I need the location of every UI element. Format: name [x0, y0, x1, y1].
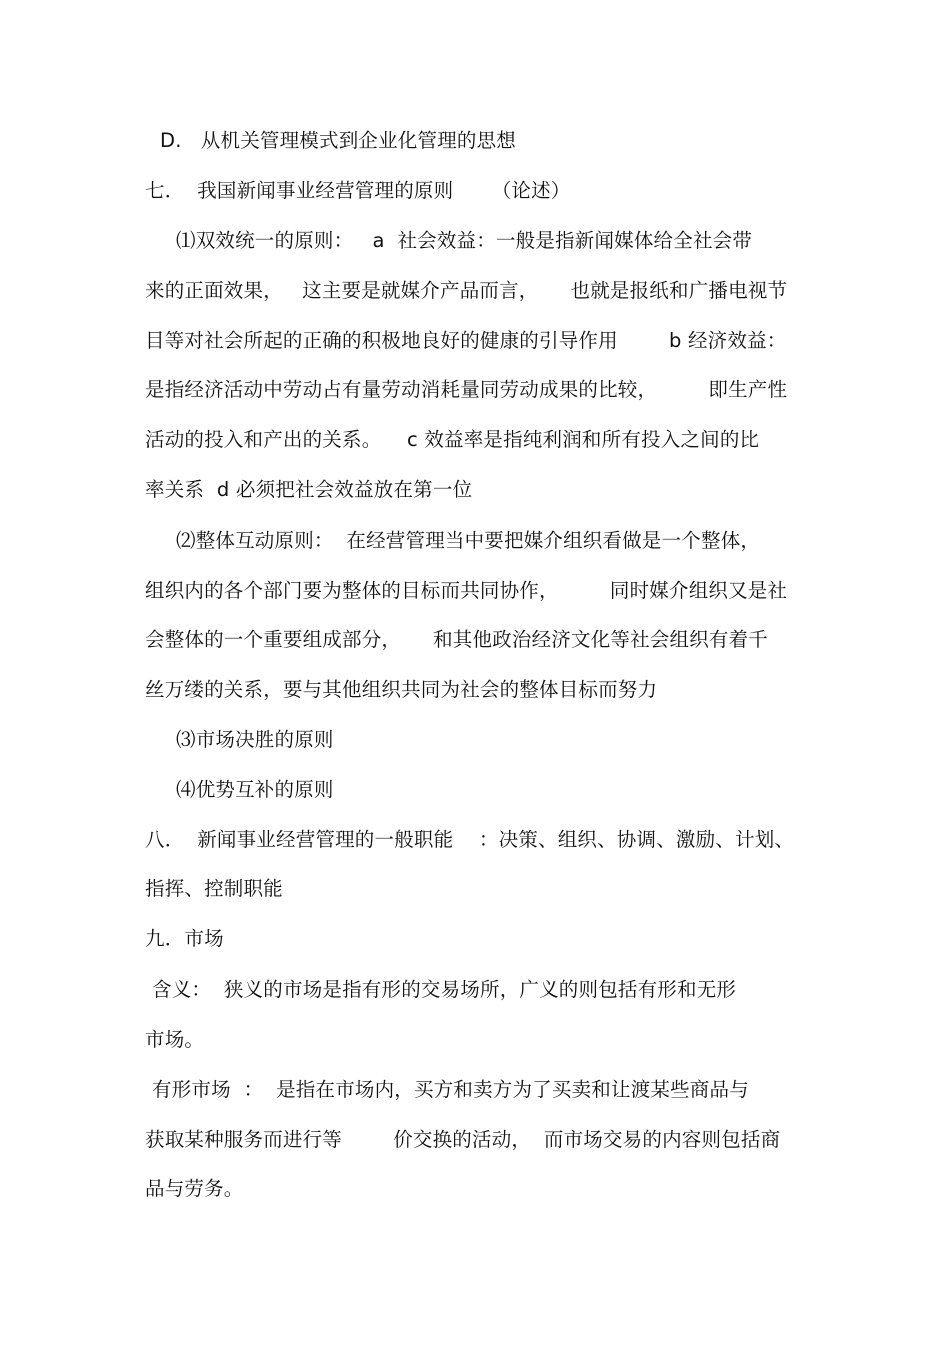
text-line: 是指经济活动中劳动占有量劳动消耗量同劳动成果的比较， 即生产性: [145, 378, 788, 401]
text-line: 率关系 d 必须把社会效益放在第一位: [145, 478, 473, 501]
text-line: 目等对社会所起的正确的积极地良好的健康的引导作用 b 经济效益：: [145, 329, 787, 352]
section-heading-7: 七． 我国新闻事业经营管理的原则 （论述）: [145, 179, 571, 202]
section-heading-8: 八． 新闻事业经营管理的一般职能 ：决策、组织、协调、激励、计划、: [145, 828, 795, 851]
text-line: 会整体的一个重要组成部分， 和其他政治经济文化等社会组织有着千: [145, 628, 768, 651]
text-line: 品与劳务。: [145, 1177, 244, 1200]
text-line: 丝万缕的关系，要与其他组织共同为社会的整体目标而努力: [145, 678, 658, 701]
text-line: 有形市场 ： 是指在市场内，买方和卖方为了买卖和让渡某些商品与: [152, 1078, 749, 1101]
text-line: ⑵整体互动原则： 在经营管理当中要把媒介组织看做是一个整体，: [176, 529, 761, 552]
text-line: ⑴双效统一的原则： a 社会效益：一般是指新闻媒体给全社会带: [176, 229, 753, 252]
text-line: 来的正面效果， 这主要是就媒介产品而言， 也就是报纸和广播电视节: [145, 279, 788, 302]
text-line: 指挥、控制职能: [145, 877, 283, 900]
text-line-option-d: D. 从机关管理模式到企业化管理的思想: [160, 129, 517, 152]
text-line: 活动的投入和产出的关系。 c 效益率是指纯利润和所有投入之间的比: [145, 428, 760, 451]
text-line: 市场。: [145, 1028, 205, 1051]
text-line: ⑶市场决胜的原则: [176, 728, 334, 751]
section-heading-9: 九．市场: [145, 927, 224, 950]
text-line: 含义： 狭义的市场是指有形的交易场所，广义的则包括有形和无形: [152, 978, 737, 1001]
text-line: 获取某种服务而进行等 价交换的活动， 而市场交易的内容则包括商: [145, 1128, 781, 1151]
text-line: 组织内的各个部门要为整体的目标而共同协作， 同时媒介组织又是社: [145, 579, 788, 602]
text-line: ⑷优势互补的原则: [176, 778, 334, 801]
